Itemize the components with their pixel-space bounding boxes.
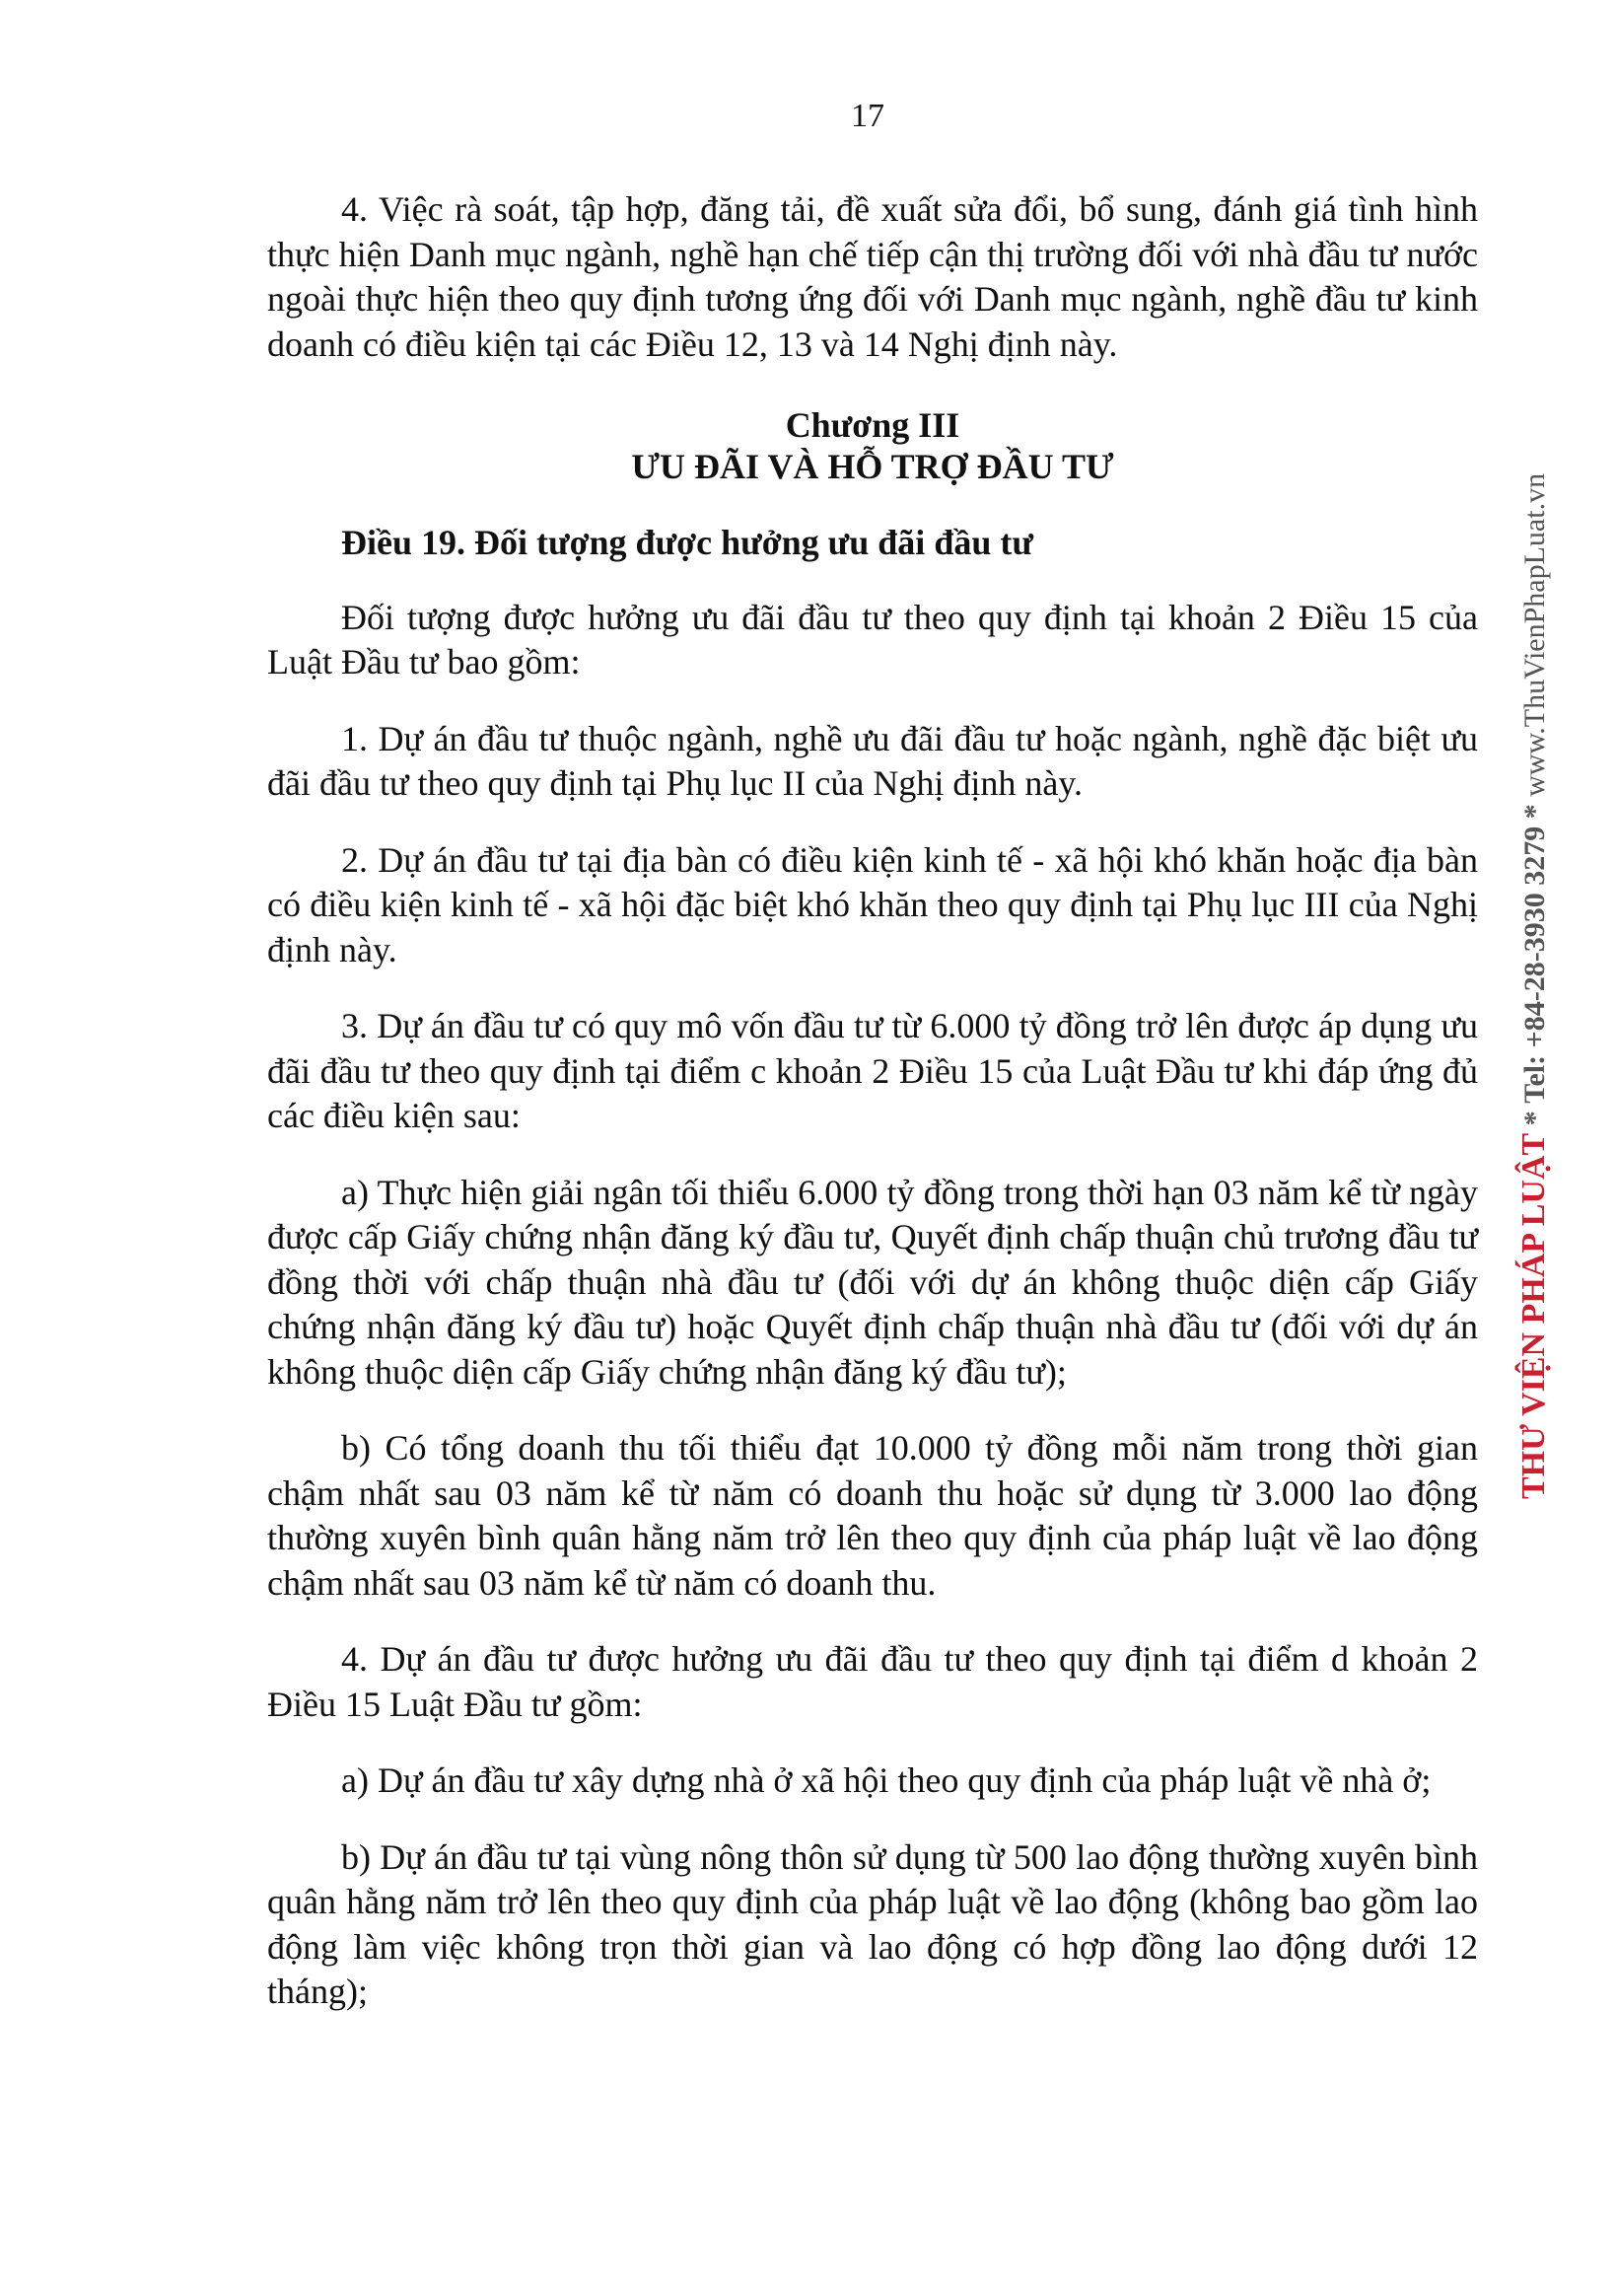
clause-1: 1. Dự án đầu tư thuộc ngành, nghề ưu đãi đầu tư hoặc ngành, nghề đặc biệt ưu đãi đầu tư theo quy định tại Phụ lục II của Nghị định này. bbox=[267, 718, 1478, 803]
watermark-separator: * bbox=[1518, 1111, 1551, 1126]
clause-4: 4. Dự án đầu tư được hưởng ưu đãi đầu tư theo quy định tại điểm d khoản 2 Điều 15 Luật Đầu tư gồm: bbox=[267, 1639, 1478, 1724]
watermark-brand: THƯ VIỆN PHÁP LUẬT bbox=[1515, 1132, 1552, 1499]
watermark-site: www.ThuVienPhapLuat.vn bbox=[1518, 472, 1551, 797]
watermark bbox=[1516, 473, 1553, 1499]
clause-3: 3. Dự án đầu tư có quy mô vốn đầu tư từ 6.000 tỷ đồng trở lên được áp dụng ưu đãi đầu tư theo quy định tại điểm c khoản 2 Điều 15 của Luật Đầu tư khi đáp ứng đủ các điều kiện sau: bbox=[267, 1006, 1478, 1135]
watermark-separator-2: * bbox=[1518, 804, 1551, 820]
clause-4-point-a: a) Dự án đầu tư xây dựng nhà ở xã hội theo quy định của pháp luật về nhà ở; bbox=[341, 1760, 1432, 1800]
chapter-label: Chương III bbox=[785, 405, 960, 445]
chapter-title: ƯU ĐÃI VÀ HỖ TRỢ ĐẦU TƯ bbox=[631, 447, 1114, 486]
document-body bbox=[267, 187, 1478, 2046]
watermark-tel: Tel: +84-28-3930 3279 bbox=[1518, 825, 1551, 1104]
page-number: 17 bbox=[851, 98, 884, 134]
clause-3-point-b: b) Có tổng doanh thu tối thiểu đạt 10.000 tỷ đồng mỗi năm trong thời gian chậm nhất sau 03 năm kể từ năm có doanh thu hoặc sử dụng từ 3.000 lao động thường xuyên bình quân hằng năm trở lên theo quy định của pháp luật về lao động chậm nhất sau 03 năm kể từ năm có doanh thu. bbox=[267, 1428, 1478, 1603]
clause-2: 2. Dự án đầu tư tại địa bàn có điều kiện kinh tế - xã hội khó khăn hoặc địa bàn có điều kiện kinh tế - xã hội đặc biệt khó khăn theo quy định tại Phụ lục III của Nghị định này. bbox=[267, 839, 1478, 969]
clause-3-point-a: a) Thực hiện giải ngân tối thiểu 6.000 tỷ đồng trong thời hạn 03 năm kể từ ngày được cấp Giấy chứng nhận đăng ký đầu tư, Quyết định chấp thuận chủ trương đầu tư đồng thời với chấp thuận nhà đầu tư (đối với dự án không thuộc diện cấp Giấy chứng nhận đăng ký đầu tư) hoặc Quyết định chấp thuận nhà đầu tư (đối với dự án không thuộc diện cấp Giấy chứng nhận đăng ký đầu tư); bbox=[267, 1172, 1478, 1392]
intro-paragraph: 4. Việc rà soát, tập hợp, đăng tải, đề xuất sửa đổi, bổ sung, đánh giá tình hình thực hiện Danh mục ngành, nghề hạn chế tiếp cận thị trường đối với nhà đầu tư nước ngoài thực hiện theo quy định tương ứng đối với Danh mục ngành, nghề đầu tư kinh doanh có điều kiện tại các Điều 12, 13 và 14 Nghị định này. bbox=[267, 189, 1478, 364]
article-heading: Điều 19. Đối tượng được hưởng ưu đãi đầu tư bbox=[341, 523, 1033, 562]
clause-4-point-b: b) Dự án đầu tư tại vùng nông thôn sử dụng từ 500 lao động thường xuyên bình quân hằng năm trở lên theo quy định của pháp luật về lao động (không bao gồm lao động làm việc không trọn thời gian và lao động có hợp đồng lao động dưới 12 tháng); bbox=[267, 1836, 1478, 2011]
article-intro: Đối tượng được hưởng ưu đãi đầu tư theo quy định tại khoản 2 Điều 15 của Luật Đầu tư bao gồm: bbox=[267, 597, 1478, 682]
